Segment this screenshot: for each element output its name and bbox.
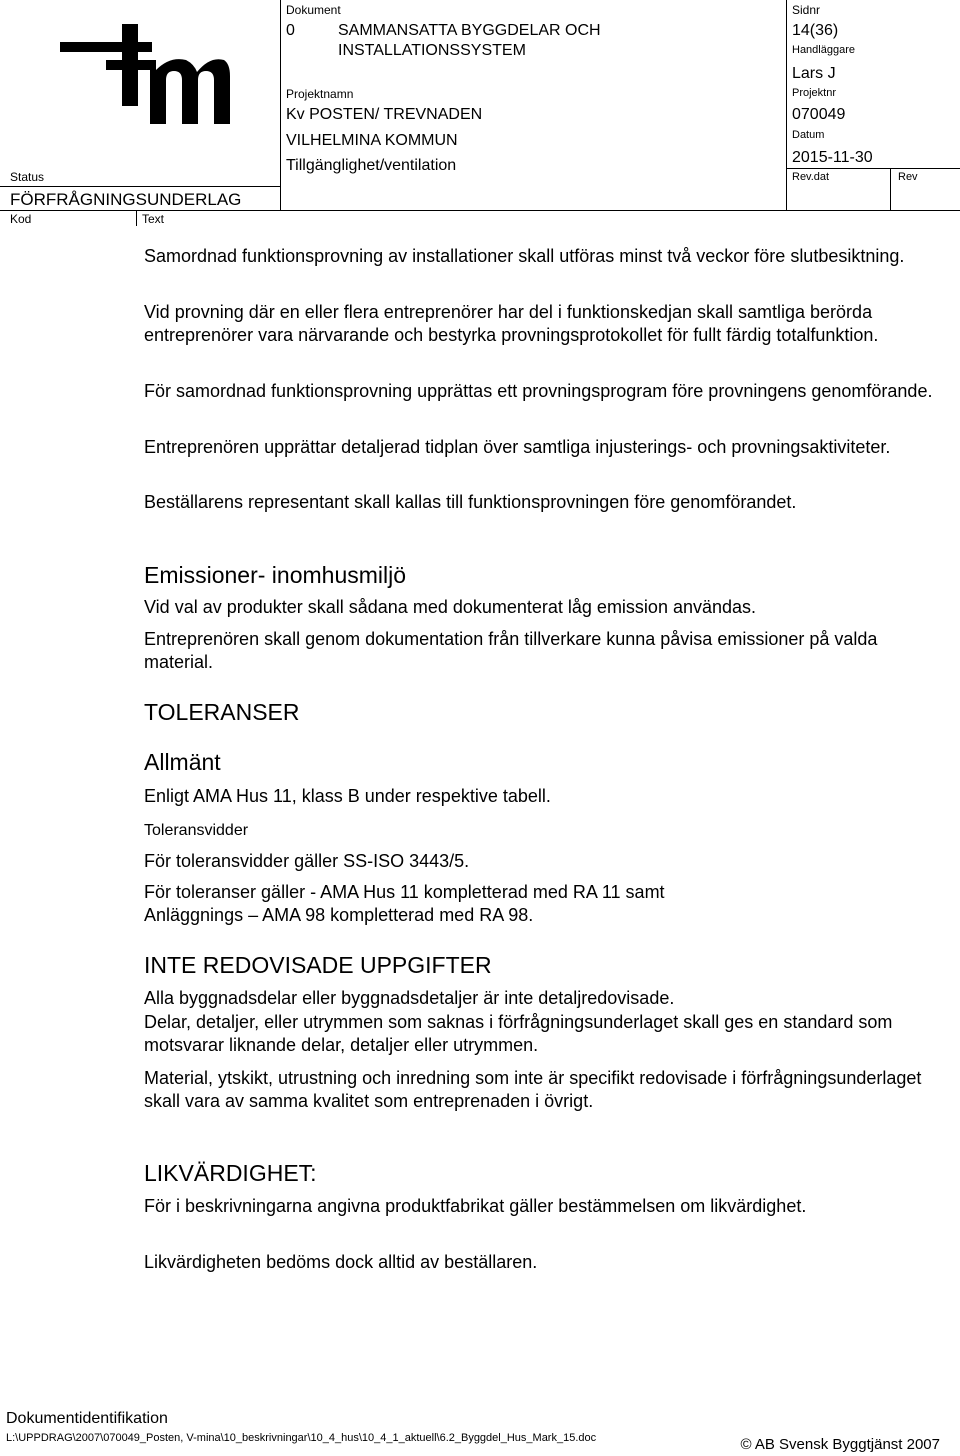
body-paragraph: Enligt AMA Hus 11, klass B under respektive tabell. xyxy=(144,786,551,806)
projektnamn-line3: Tillgänglighet/ventilation xyxy=(286,157,457,174)
body-paragraph: Entreprenören skall genom dokumentation från tillverkare kunna påvisa emissioner på valda material. xyxy=(144,629,878,672)
projektnr-value: 070049 xyxy=(792,106,846,123)
section-heading: TOLERANSER xyxy=(144,699,300,725)
section-heading: INTE REDOVISADE UPPGIFTER xyxy=(144,952,492,978)
body-paragraph: Delar, detaljer, eller utrymmen som saknas i förfrågningsunderlaget skall ges en standard som motsvarar liknande delar, detaljer eller utrymmen. xyxy=(144,1012,893,1055)
divider xyxy=(280,0,281,210)
kod-label: Kod xyxy=(10,212,32,226)
rev-label: Rev xyxy=(898,171,918,183)
divider xyxy=(136,210,137,226)
sidnr-label: Sidnr xyxy=(792,3,821,17)
divider xyxy=(0,186,280,187)
datum-label: Datum xyxy=(792,129,825,141)
body-paragraph: Likvärdigheten bedöms dock alltid av beställaren. xyxy=(144,1252,538,1272)
divider xyxy=(890,168,891,210)
body-paragraph: För toleranser gäller - AMA Hus 11 kompletterad med RA 11 samt Anläggnings – AMA 98 kompletterad med RA 98. xyxy=(144,882,665,925)
projektnr-label: Projektnr xyxy=(792,87,837,99)
dokument-label: Dokument xyxy=(286,3,341,17)
revdat-label: Rev.dat xyxy=(792,171,830,183)
subheading: Toleransvidder xyxy=(144,822,249,839)
divider xyxy=(0,210,960,211)
dokument-title-line2: INSTALLATIONSSYSTEM xyxy=(338,42,526,59)
sidnr-value: 14(36) xyxy=(792,22,839,39)
status-value: FÖRFRÅGNINGSUNDERLAG xyxy=(10,190,242,209)
body-paragraph: Alla byggnadsdelar eller byggnadsdetaljer är inte detaljredovisade. xyxy=(144,988,675,1008)
projektnamn-line2: VILHELMINA KOMMUN xyxy=(286,132,458,149)
section-heading: Allmänt xyxy=(144,749,221,775)
body-paragraph: Samordnad funktionsprovning av installationer skall utföras minst två veckor före slutbesiktning. xyxy=(144,246,905,266)
body-paragraph: Vid provning där en eller flera entreprenörer har del i funktionskedjan skall samtliga berörda entreprenörer vara närvarande och bestyrka provningsprotokollet för fullt färdig totalfunktion. xyxy=(144,302,879,345)
body-paragraph: Vid val av produkter skall sådana med dokumenterat låg emission användas. xyxy=(144,597,757,617)
copyright: © AB Svensk Byggtjänst 2007 xyxy=(740,1436,940,1453)
datum-value: 2015-11-30 xyxy=(792,149,873,166)
body-paragraph: För samordnad funktionsprovning upprättas ett provningsprogram före provningens genomförande. xyxy=(144,381,933,401)
section-heading: Emissioner- inomhusmiljö xyxy=(144,562,407,588)
divider xyxy=(786,168,960,169)
text-label: Text xyxy=(142,212,165,226)
divider xyxy=(786,0,787,210)
body-paragraph: Material, ytskikt, utrustning och inredning som inte är specifikt redovisade i förfrågningsunderlaget skall vara av samma kvalitet som entreprenaden i övrigt. xyxy=(144,1068,922,1111)
projektnamn-label: Projektnamn xyxy=(286,87,354,101)
handlaggare-label: Handläggare xyxy=(792,44,855,56)
section-heading: LIKVÄRDIGHET: xyxy=(144,1160,317,1186)
dokid-label: Dokumentidentifikation xyxy=(6,1410,168,1427)
status-label: Status xyxy=(10,170,45,184)
tm-logo-icon xyxy=(60,24,230,124)
body-paragraph: För i beskrivningarna angivna produktfabrikat gäller bestämmelsen om likvärdighet. xyxy=(144,1196,807,1216)
dokument-number: 0 xyxy=(286,22,295,39)
body-paragraph: Beställarens representant skall kallas till funktionsprovningen före genomförandet. xyxy=(144,492,797,512)
body-paragraph: För toleransvidder gäller SS-ISO 3443/5. xyxy=(144,851,470,871)
dokument-title-line1: SAMMANSATTA BYGGDELAR OCH xyxy=(338,22,601,39)
handlaggare-value: Lars J xyxy=(792,65,836,82)
body-paragraph: Entreprenören upprättar detaljerad tidplan över samtliga injusterings- och provningsaktiviteter. xyxy=(144,437,891,457)
projektnamn-line1: Kv POSTEN/ TREVNADEN xyxy=(286,106,483,123)
document-path: L:\UPPDRAG\2007\070049_Posten, V-mina\10_beskrivningar\10_4_hus\10_4_1_aktuell\6.2_Byggdel_Hus_Mark_15.doc xyxy=(6,1432,597,1444)
